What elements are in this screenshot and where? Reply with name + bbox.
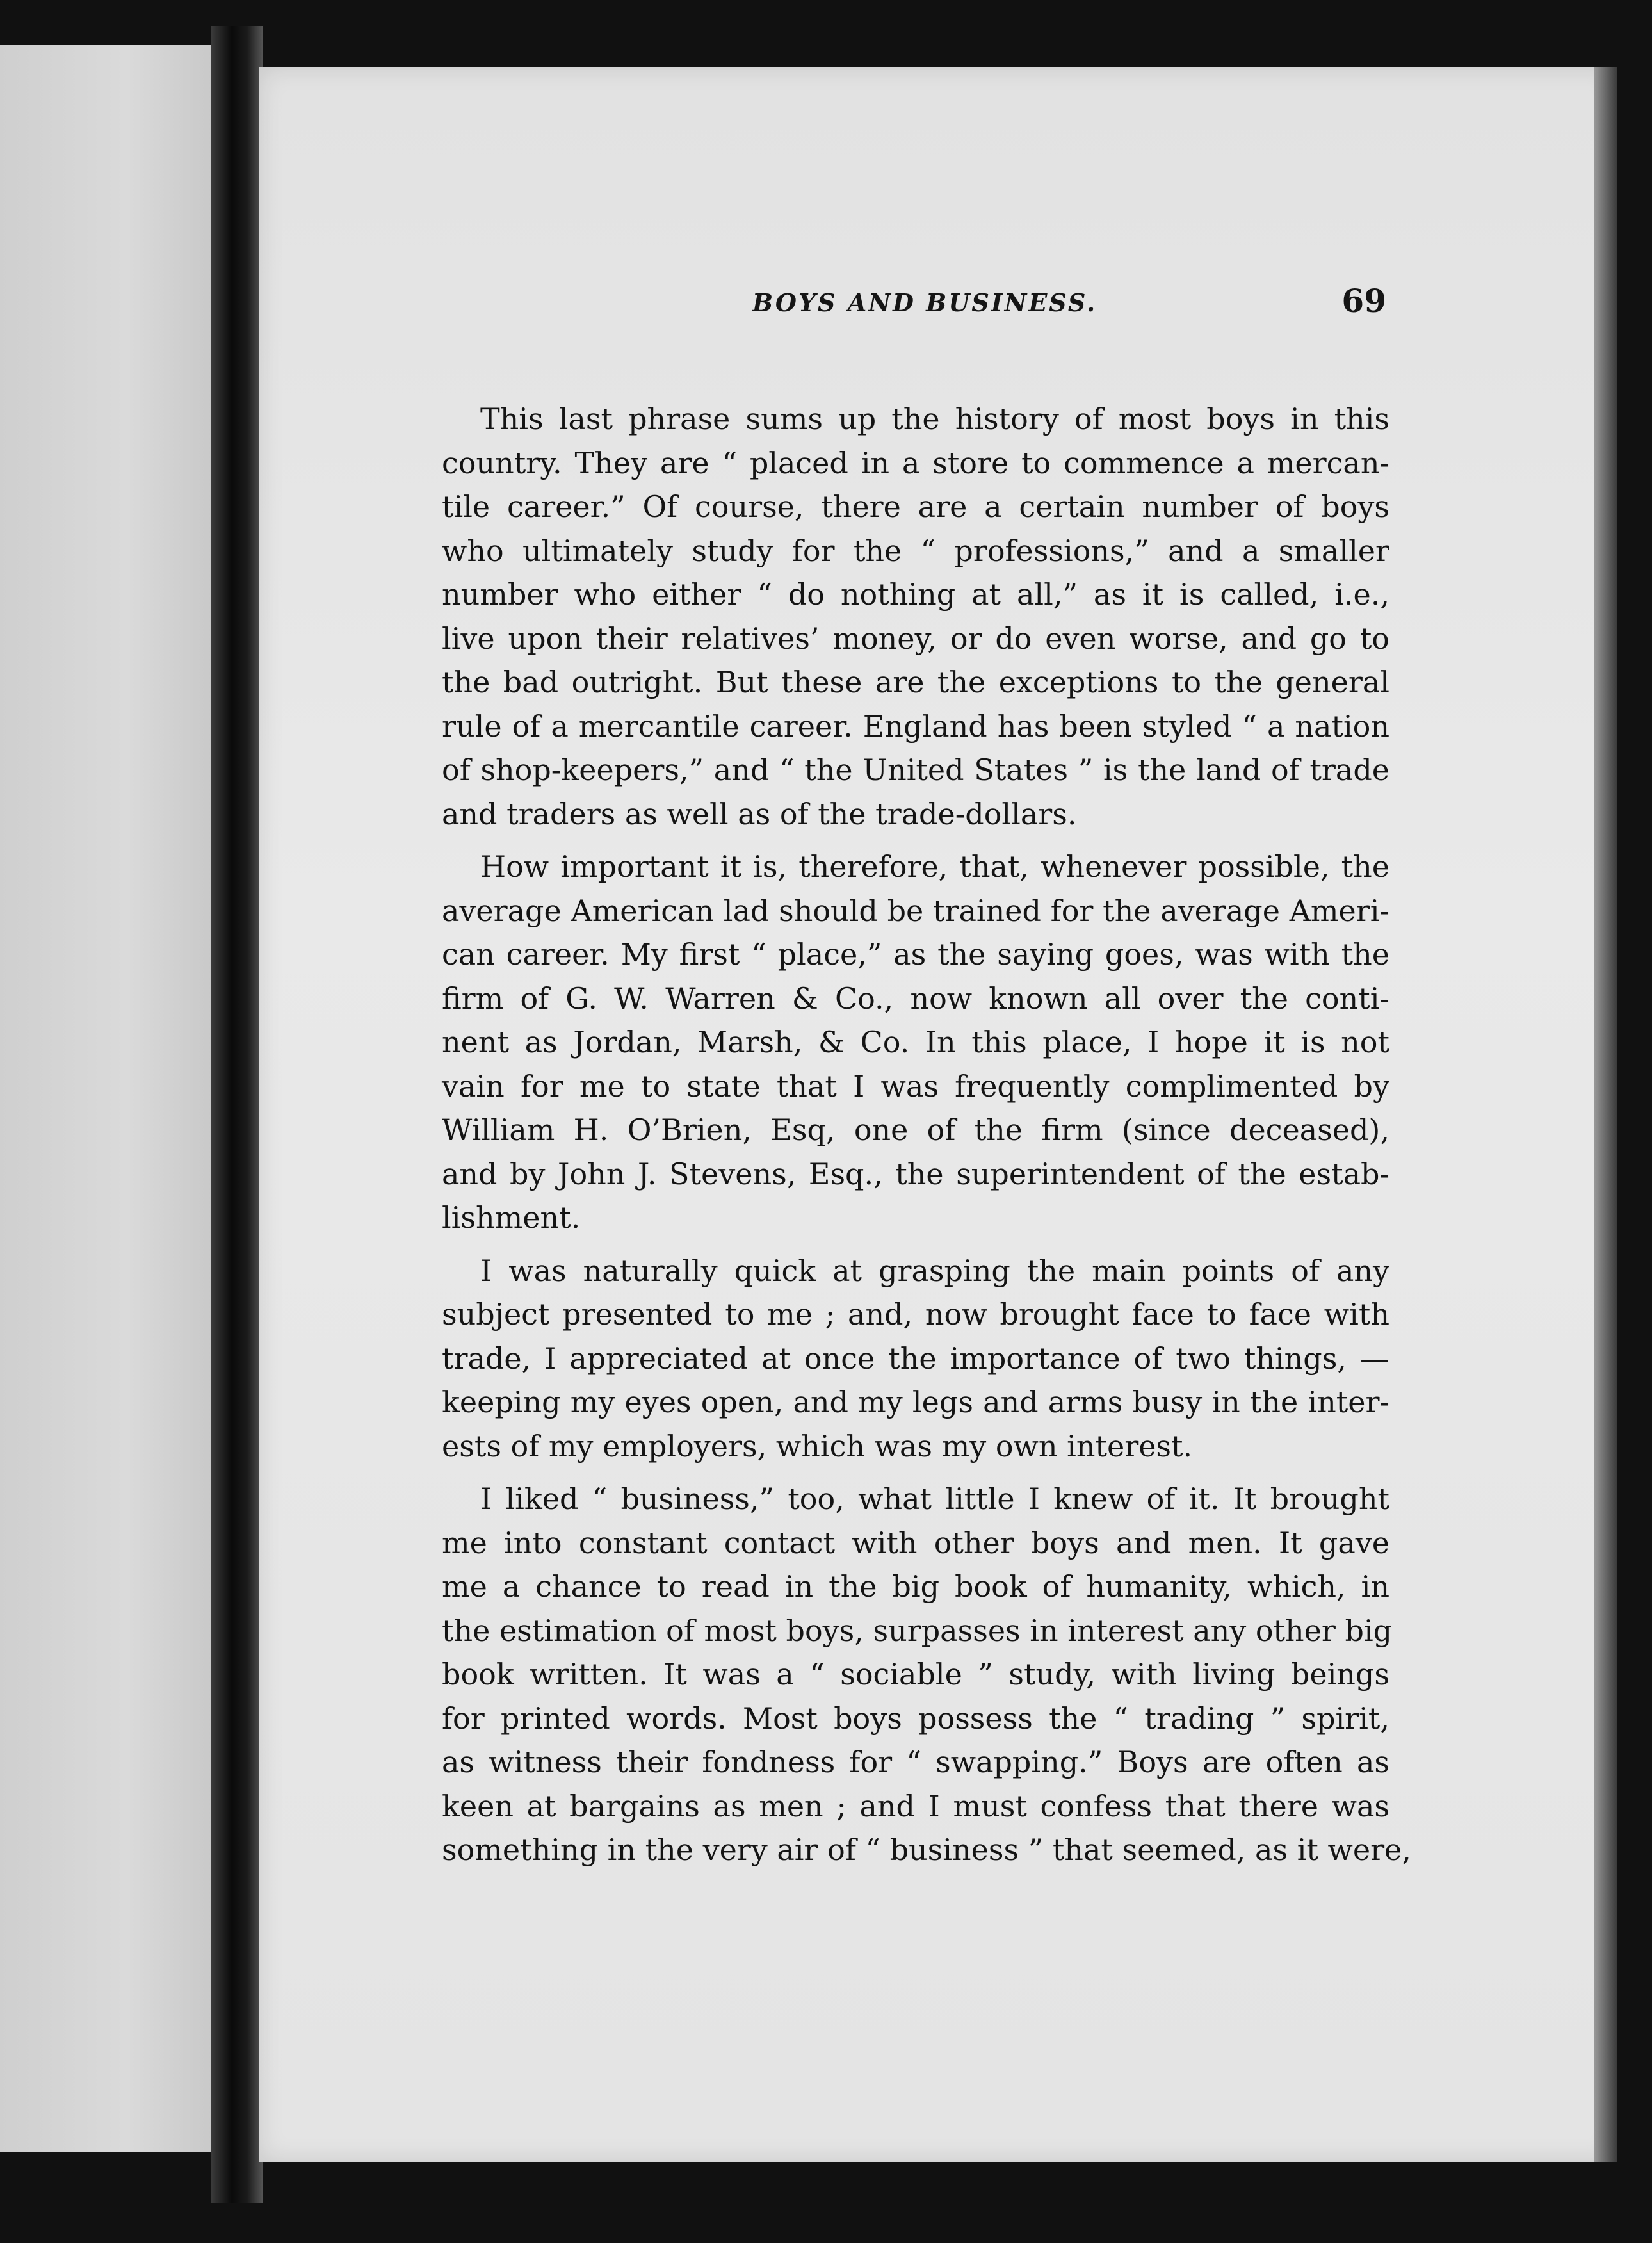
text-line: keen at bargains as men ; and I must confess that there was (442, 1788, 1389, 1823)
paragraph (442, 397, 1389, 836)
text-line: I was naturally quick at grasping the main points of any (480, 1253, 1389, 1288)
text-line: vain for me to state that I was frequently complimented by (442, 1068, 1389, 1104)
text-line: average American lad should be trained for the average Ameri- (442, 893, 1389, 928)
text-line: who ultimately study for the “ professions,” and a smaller (442, 533, 1389, 568)
text-line: lishment. (442, 1200, 581, 1235)
previous-page-edge (0, 45, 211, 2152)
running-head: BOYS AND BUSINESS. (752, 288, 1097, 317)
text-line: the bad outright. But these are the exceptions to the general (442, 665, 1389, 699)
text-line: tile career.” Of course, there are a certain number of boys (442, 489, 1389, 524)
text-line: for printed words. Most boys possess the “ trading ” spirit, (442, 1701, 1389, 1736)
paragraph-gap (442, 1240, 1389, 1249)
text-line: How important it is, therefore, that, whenever possible, the (480, 849, 1389, 884)
text-line: of shop-keepers,” and “ the United States ” is the land of trade (442, 753, 1389, 787)
book-binding-gutter (211, 26, 263, 2203)
page-header (471, 282, 1412, 333)
text-line: subject presented to me ; and, now brought face to face with (442, 1297, 1389, 1332)
text-line: and traders as well as of the trade-dollars. (442, 796, 1077, 831)
page-number: 69 (1341, 282, 1386, 320)
text-line: live upon their relatives’ money, or do even worse, and go to (442, 621, 1389, 656)
text-line: This last phrase sums up the history of most boys in this (480, 402, 1389, 436)
text-line: I liked “ business,” too, what little I knew of it. It brought (480, 1481, 1389, 1516)
text-line: William H. O’Brien, Esq, one of the firm (since deceased), (442, 1113, 1389, 1147)
text-line: country. They are “ placed in a store to commence a mercan- (442, 445, 1389, 480)
text-line: firm of G. W. Warren & Co., now known all over the conti- (442, 981, 1389, 1016)
text-line: can career. My first “ place,” as the saying goes, was with the (442, 937, 1389, 972)
paragraph (442, 1477, 1411, 1872)
text-line: rule of a mercantile career. England has been styled “ a nation (442, 708, 1389, 744)
page-right-edge (1594, 67, 1617, 2162)
body-text (442, 397, 1411, 1872)
text-line: me into constant contact with other boys and men. It gave (442, 1525, 1389, 1560)
paragraph (442, 845, 1389, 1240)
text-line: the estimation of most boys, surpasses in interest any other big (442, 1613, 1393, 1648)
text-line: and by John J. Stevens, Esq., the superintendent of the estab- (442, 1156, 1389, 1191)
text-line: me a chance to read in the big book of humanity, which, in (442, 1569, 1389, 1604)
text-line: book written. It was a “ sociable ” study, with living beings (442, 1657, 1389, 1692)
text-line: something in the very air of “ business ” that seemed, as it were, (442, 1832, 1411, 1867)
paragraph (442, 1249, 1389, 1469)
text-line: ests of my employers, which was my own interest. (442, 1428, 1193, 1464)
text-line: keeping my eyes open, and my legs and arms busy in the inter- (442, 1385, 1389, 1419)
text-line: as witness their fondness for “ swapping.” Boys are often as (442, 1745, 1389, 1779)
paragraph-gap (442, 836, 1389, 845)
text-line: nent as Jordan, Marsh, & Co. In this place, I hope it is not (442, 1025, 1389, 1059)
text-line: trade, I appreciated at once the importance of two things, — (442, 1341, 1389, 1376)
text-line: number who either “ do nothing at all,” as it is called, i.e., (442, 577, 1389, 612)
paragraph-gap (442, 1468, 1389, 1477)
